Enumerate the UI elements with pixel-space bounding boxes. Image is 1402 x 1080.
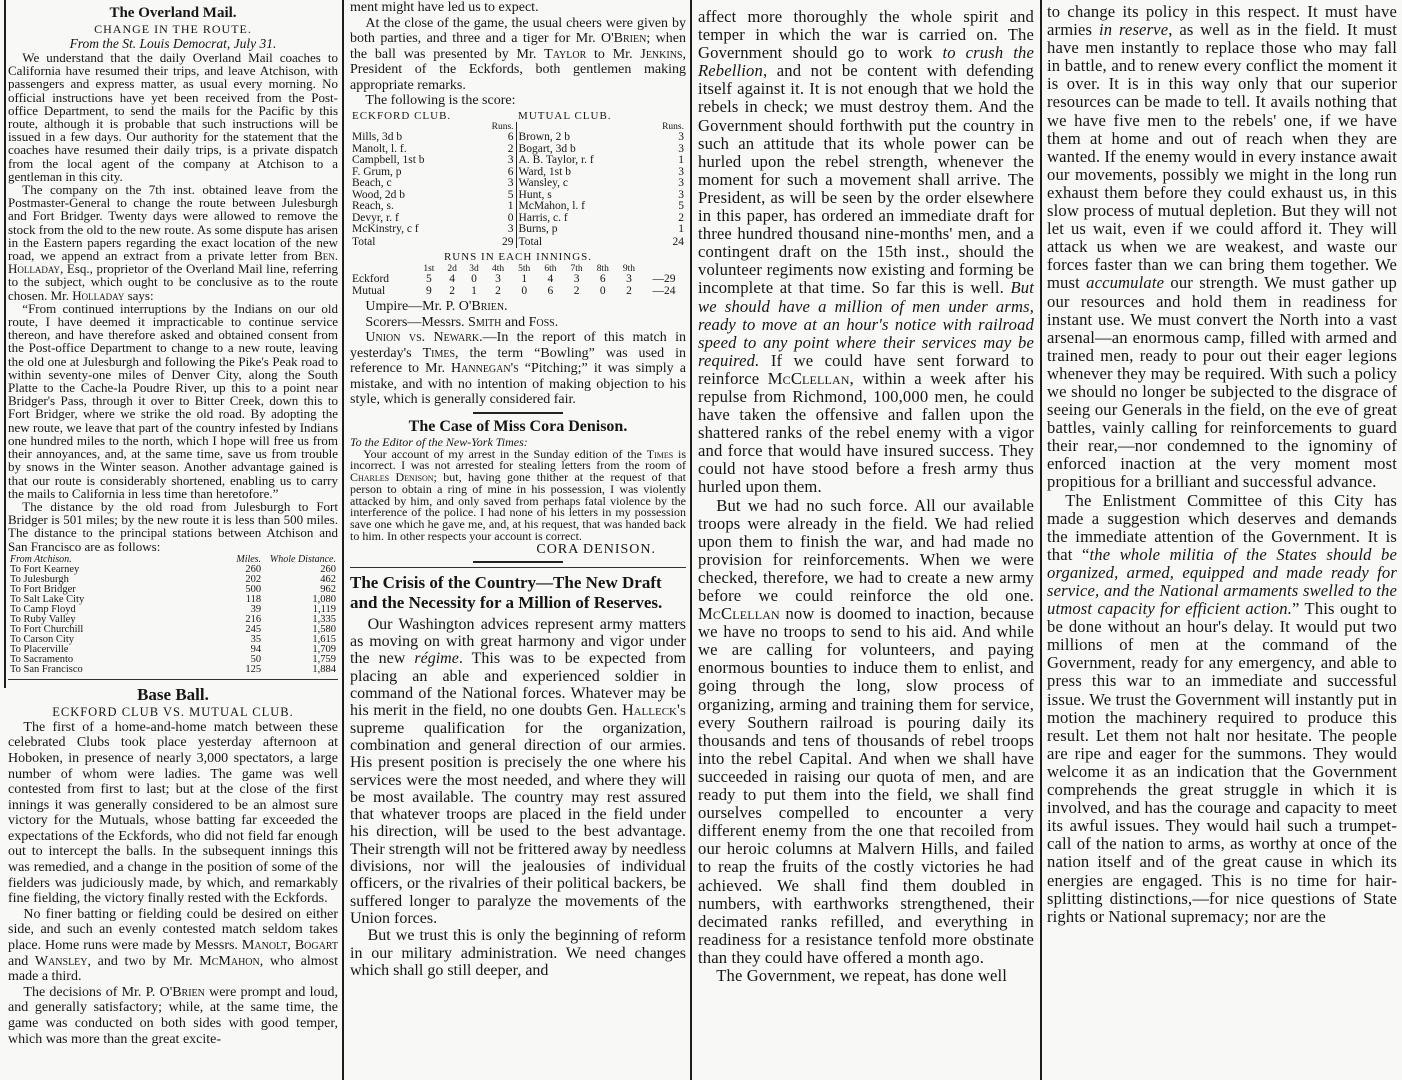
article-base-ball: [8, 679, 338, 1047]
player: Burns, p: [518, 223, 558, 235]
text-run: . This was to be expected from placing an able and experienced soldier in command of the National forces. Whatever may be his merit in the field, no one doubts Gen.: [350, 650, 686, 720]
paragraph: [698, 8, 1034, 497]
player: Hunt, s: [518, 188, 552, 201]
team-name: Eckford: [352, 273, 390, 285]
text-run: , as well as in the field. It must have men instantly to replace those who may fall in battle, and to renew every conflict the moment it is over. It is in this way only that our superior resources can be made to tell. It avails nothing that we have five men to the rebels' one, if we have them at home and out of reach when they are wanted. If the enemy would in every instance await our movements, possibly we might in the long run exhaust them before they could exhaust us, in this slow process of mutual depletion. But they will not let us wait, even if we could afford it. They will attack us when we are weakest, and waste our forces faster than we can bring them together. We must: [1047, 20, 1398, 293]
article-base-ball-continued: [350, 0, 686, 408]
table-cell: 39: [250, 603, 262, 615]
table-cell: To Placerville: [10, 643, 69, 655]
runs: 3: [473, 178, 516, 190]
inning-runs: 6: [599, 273, 606, 285]
table-cell: To Sacramento: [10, 653, 74, 665]
small-caps-text: O'Brien.: [458, 299, 508, 314]
inning-runs: 2: [495, 284, 501, 297]
inning-header: 1st: [423, 264, 435, 274]
innings-row: [350, 274, 686, 286]
runs-label: Runs.: [662, 122, 684, 132]
text-run: The distance by the old road from Julesburgh to Fort Bridger is 501 miles; by the new route it is less than 500 miles. The distance to the principal stations between Atchison and San Francisco are as follows:: [8, 498, 338, 554]
player: Wood, 2d b: [352, 188, 406, 201]
text-run: “Pitching;” it was simply a mistake, and with no intention of making objection to his style, which is generally considered fair.: [350, 361, 686, 407]
table-cell: 1,709: [312, 643, 336, 655]
small-caps-text: McClellan: [698, 604, 780, 624]
text-run: affect more thoroughly the whole spirit and temper in which the war is carried on. The Government should go to work: [698, 7, 1034, 63]
table-cell: 260: [245, 563, 262, 575]
team-name: ECKFORD CLUB.: [352, 109, 452, 122]
table-cell: 35: [250, 633, 262, 645]
paragraph: [350, 299, 686, 315]
text-run: supreme qualification for the organization, combination and general direction of our armies. His present position is precisely the one where his services were the most needed, and where they will be most available. The country may rest assured that whatever troops are placed in the field under his direction, will be used to the best advantage. Their strength will not be frittered away by needless divisions, nor will the jealousies of individual officers, or the rivalries of their political backers, be suffered longer to paralyze the movements of the Union forces.: [350, 719, 686, 927]
column-rule: [342, 0, 344, 1080]
paragraph: [1047, 492, 1397, 926]
small-caps-text: Halleck's: [622, 702, 686, 720]
subheadline: ECKFORD CLUB VS. MUTUAL CLUB.: [52, 704, 294, 719]
italic-text: accumulate: [1086, 273, 1165, 293]
table-cell: 125: [245, 663, 262, 675]
text-run: our strength. We must gather up our resources and hold them in readiness for instant use. We must convert the North into a vast arsenal—an enormous camp, filled with armed and trained men, ready to pour out their eager legions whenever they may be required. With such a policy we should no longer be subjected to the disgrace of seeing our Generals in the field, on the eve of great battles, vainly calling for reinforcements to guard their rear,—nor condemned to the ignominy of enforced inaction at the very moment most propitious for a brilliant and successful advance.: [1047, 273, 1397, 492]
text-run: If we could have sent forward to reinforce: [698, 350, 1034, 388]
player: McKinstry, c f: [352, 223, 419, 235]
table-cell: To Fort Bridger: [10, 583, 76, 595]
inning-runs: 0: [521, 284, 528, 297]
italic-text: in reserve: [1098, 20, 1169, 40]
editorial-column-4: [1047, 3, 1397, 926]
text-run: The Government, we repeat, has done well: [716, 965, 1008, 985]
text-run: We understand that the daily Overland Mail coaches to California have resumed their trips, and leave Atchison, with passengers and express matter, as usual every morning. No official instructions have yet been received from the Post-office Department, to send the mails for the Pacific by this route, although it is probable that such instructions will be issued in a few days. Our authority for the statement that the coaches have resumed their daily trips, is a private dispatch from the local agent of the company at Atchison to a gentleman in this city.: [8, 50, 338, 184]
table-cell: 94: [250, 643, 262, 655]
editorial-column-3: [698, 8, 1034, 985]
text-run: to Mr.: [586, 46, 641, 62]
column-rule: [690, 0, 692, 1080]
player: Mills, 3d b: [352, 131, 403, 143]
table-cell: 1,080: [312, 593, 336, 605]
inning-header: 4th: [491, 264, 505, 274]
text-run: , and not be content with defending itself against it. It is not enough that we hold the rebels in check; we must destroy them. And the Government should forthwith put the country in such an attitude that its whole power can be hurled upon the rebel strength, whenever the moment for such a movement shall arrive. The President, as will be seen by the order elsewhere in this paper, has ordered an immediate draft for three hundred thousand nine-months' men, and a contingent draft on the 15th inst., should the volunteer regiments now existing and forming be incomplete at that time. So far this is well.: [698, 61, 1034, 298]
total-runs: 24: [672, 235, 684, 248]
signature: CORA DENISON.: [536, 541, 656, 557]
paragraph: [350, 330, 686, 408]
runs: 1: [678, 223, 684, 235]
runs: 3: [678, 142, 684, 155]
player: Campbell, 1st b: [352, 154, 425, 166]
dateline: To the Editor of the New-York Times:: [350, 434, 528, 449]
total-runs: —24: [652, 284, 676, 297]
table-cell: 962: [320, 583, 336, 595]
inning-runs: 2: [626, 284, 632, 297]
small-caps-text: Jenkins: [640, 46, 683, 62]
table-header: From Atchison.: [10, 553, 72, 565]
table-cell: To Salt Lake City: [10, 593, 85, 605]
small-caps-text: Hannegan's: [451, 361, 519, 376]
player: F. Grum, p: [352, 165, 402, 178]
text-run: —In the report of this match in yesterday's: [350, 330, 686, 361]
text-run: and: [8, 953, 35, 969]
total-row: [350, 236, 686, 249]
text-run: , who almost made a third.: [8, 953, 338, 985]
table-cell: To Camp Floyd: [10, 603, 76, 615]
runs: 6: [473, 167, 516, 179]
player: Brown, 2 b: [518, 131, 570, 143]
player: Devyr, r. f: [352, 211, 399, 224]
small-caps-text: McClellan: [767, 368, 850, 388]
runs: 3: [678, 165, 684, 178]
inning-runs: 1: [471, 284, 477, 297]
player: A. B. Taylor, r. f: [518, 154, 594, 166]
table-cell: 245: [245, 623, 262, 635]
player: Ward, 1st b: [518, 165, 571, 178]
table-cell: To Julesburgh: [10, 573, 69, 585]
team-name: MUTUAL CLUB.: [518, 109, 612, 122]
column-1: [8, 2, 338, 1047]
article-crisis-of-the-country: [350, 567, 686, 979]
text-run: But we trust this is only the beginning of reform in our military administration. We need changes which shall go still deeper, and: [350, 927, 686, 979]
paragraph: [350, 927, 686, 979]
runs-label: Runs.: [473, 122, 516, 132]
table-cell: 260: [320, 563, 336, 575]
small-caps-text: Taylor: [544, 46, 587, 62]
article-cora-denison: [350, 412, 686, 563]
headline: Base Ball.: [137, 684, 209, 704]
text-run: Your account of my arrest in the Sunday edition of the: [363, 446, 647, 461]
text-run: “From continued interruptions by the Indians on our old route, I have deemed it impracticable to continue service thereon, and have therefore asked and obtained consent from the Post-office Department to change to a new route, leaving the old one at Julesburgh and following the Pike's Peak road to within seventy-one miles of Denver City, along the South Platte to the Cache-la Poudre River, up this to a point near Bridger's Pass, through it over to Bitter Creek, down this to Fort Bridger, where we strike the old road. By adopting the new route, we leave that part of the country infested by Indians one hundred miles to the north, which I hope will free us from their annoyances, and, at the same time, save us from trouble by snows in the Winter season. Another advantage gained is that our route is considerably shortened, enabling us to carry the mails to California in less time than heretofore.”: [8, 300, 338, 501]
runs: 3: [678, 177, 684, 189]
total-label: Total: [352, 235, 376, 248]
player: Beach, c: [352, 177, 392, 189]
small-caps-text: Manolt, Bogart: [241, 938, 338, 954]
italic-text: the whole militia of the States should be organized, armed, equipped and made ready for service, and the National armaments swelled to the utmost capacity for efficient action.: [1047, 544, 1398, 619]
italic-text: régime: [414, 650, 459, 668]
inning-runs: 4: [449, 273, 455, 285]
inning-header: 6th: [544, 264, 557, 274]
score-row: [350, 201, 686, 213]
table-cell: 1,759: [312, 653, 336, 665]
total-runs: —29: [652, 273, 676, 285]
table-cell: 1,884: [312, 663, 336, 675]
paragraph: [8, 500, 338, 553]
column-4: [1047, 3, 1397, 926]
table-cell: 1,119: [312, 603, 336, 615]
text-run: The company on the 7th inst. obtained leave from the Postmaster-General to change the route between Julesburgh and Fort Bridger. Twenty days were allowed to remove the stock from the old to the new route. As some dispute has arisen in the Eastern papers regarding the exact location of the new road, we append an extract from a private letter from: [8, 182, 338, 264]
inning-runs: 0: [471, 273, 477, 285]
table-cell: To Ruby Valley: [10, 613, 76, 625]
paragraph: [350, 446, 686, 544]
runs: 3: [678, 131, 684, 143]
small-caps-text: Charles Denison: [350, 470, 434, 485]
player: McMahon, l. f: [518, 200, 585, 212]
table-header: Whole Distance.: [269, 553, 336, 565]
paragraph: [8, 720, 338, 907]
runs: 2: [678, 211, 684, 224]
text-run: to change its policy in this respect. It must have armies: [1047, 2, 1397, 40]
inning-runs: 2: [573, 284, 580, 297]
table-cell: To Fort Churchill: [10, 623, 84, 635]
score-row: [350, 178, 686, 190]
table-cell: 1,335: [312, 613, 336, 625]
headline: The Case of Miss Cora Denison.: [408, 417, 628, 435]
score-row: [350, 132, 686, 144]
ornamental-rule: [473, 561, 563, 563]
small-caps-text: Union vs. Newark.: [365, 330, 483, 345]
small-caps-text: Foss.: [528, 314, 559, 330]
innings-row: [350, 286, 686, 298]
innings-title: RUNS IN EACH INNINGS.: [443, 251, 593, 263]
runs: 5: [473, 190, 516, 202]
paragraph: [1047, 3, 1397, 492]
table-cell: 1,615: [312, 633, 336, 645]
inning-runs: 0: [599, 284, 606, 297]
player: Reach, s.: [352, 200, 394, 212]
runs: 5: [678, 200, 684, 212]
inning-runs: 1: [521, 273, 528, 285]
text-run: Umpire—Mr. P.: [365, 299, 459, 314]
table-cell: 118: [245, 593, 262, 605]
text-run: Our Washington advices represent army matters as moving on with great harmony and vigor under the new: [350, 615, 686, 668]
text-run: ; but, having gone thither at the request of that person to obtain a ring of mine in his possession, I was violently attacked by him, and only saved from perhaps fatal violence by the interference of the police. I had none of his letters in my possession save one which he gave me, and, at his request, that was handed back to him. In other respects your account is correct.: [350, 470, 686, 544]
inning-runs: 6: [547, 284, 554, 297]
small-caps-text: Ben. Holladay: [8, 248, 338, 277]
inning-header: 5th: [518, 264, 531, 274]
text-run: ” This ought to be done without an hour's delay. It would put two millions of men at the command of the Government, ready for any emergency, and able to press this war to an immediate and successful issue. We trust the Government will instantly put in motion the machinery required to produce this result. Let them not halt nor hesitate. The people are ripe and eager for the summons. They would welcome it as an indication that the Government comprehends the great struggle in which it is involved, and has the courage and capacity to meet its awful issues. They would hail such a trumpet-call of the nation to arms, as worthy at once of the nation itself and of the great cause in which its energies are engaged. This is no time for hair-splitting distinctions,—for nice questions of State rights or National supremacy; nor are the: [1047, 599, 1397, 926]
ornamental-rule: [473, 412, 563, 414]
table-cell: 202: [245, 573, 262, 585]
paragraph: [350, 0, 686, 16]
small-caps-text: Smith: [468, 314, 502, 330]
inning-header: 3d: [469, 264, 479, 274]
article-overland-mail: [8, 5, 338, 675]
paragraph: [8, 985, 338, 1047]
table-cell: 462: [320, 573, 336, 585]
small-caps-text: O'Brien: [159, 984, 205, 1000]
headline: The Crisis of the Country—The New Draft and the Necessity for a Million of Reserves.: [350, 572, 663, 612]
runs: 2: [473, 144, 516, 156]
text-run: But we had no such force. All our available troops were already in the field. We had relied upon them to finish the war, and had made no provision for reinforcements. When we were checked, therefore, we had to create a new army before we could reinforce the old one.: [698, 495, 1034, 605]
player: Wansley, c: [518, 177, 568, 189]
small-caps-text: Holladay: [72, 287, 125, 303]
distance-table: [8, 555, 338, 675]
small-caps-text: Times: [646, 446, 674, 461]
text-run: The following is the score:: [365, 93, 516, 108]
table-header: Miles.: [236, 553, 262, 565]
text-run: The first of a home-and-home match between these celebrated Clubs took place yesterday afternoon at Hoboken, in presence of nearly 3,000 spectators, a large number of whom were ladies. The game was well contested from first to last; but at the close of the first innings it was generally considered to be an almost sure victory for the Mutuals, whose batting far exceeded the expectations of the Eckfords, who did not field far enough out to intercept the balls. In the subsequent innings this was remedied, and a change in the position of some of the fielders was judiciously made, by which, and remarkably fine fielding, the victory finally rested with the Eckfords.: [8, 719, 338, 907]
italic-text: to crush the Rebellion: [698, 43, 1034, 81]
table-cell: 1,580: [312, 623, 336, 635]
text-run: At the close of the game, the usual cheers were given by both parties, and three and a tiger for Mr.: [350, 15, 686, 46]
runs: 3: [678, 188, 684, 201]
small-caps-text: McMahon: [199, 953, 260, 969]
column-rule: [4, 0, 6, 688]
text-run: ment might have led us to expect.: [350, 0, 539, 15]
score-row: [350, 155, 686, 167]
paragraph: [8, 183, 338, 302]
inning-runs: 3: [573, 273, 580, 285]
dateline: From the St. Louis Democrat, July 31.: [69, 36, 277, 51]
total-runs: 29: [473, 236, 516, 249]
runs: 0: [473, 213, 516, 225]
score-row: [350, 167, 686, 179]
runs: 6: [473, 132, 516, 144]
text-run: now is doomed to inaction, because we have no troops to send to his aid. And while we are calling for volunteers, and paying enormous bounties to induce them to enlist, and going through the long, slow process of organizing, arming and training them for service, every Southern railroad is pouring daily its thousands and tens of thousands of rebel troops into the rebel Capital. And when we shall have succeeded in raising our quota of men, and are ready to put them into the field, we shall find ourselves compelled to encounter a very different enemy from the one that recoiled from our heroic columns at Malvern Hills, and failed to reap the fruits of the costly victories he had achieved. We shall find them doubled in numbers, with earthworks strengthened, their decimated ranks refilled, and everything in readiness for a resistance tenfold more obstinate than they could have offered a month ago.: [698, 604, 1034, 967]
text-run: and: [501, 314, 529, 330]
score-table: [350, 111, 686, 249]
column-3: [698, 8, 1034, 985]
column-2: [350, 0, 686, 979]
text-run: is incorrect. I was not arrested for stealing letters from the room of: [350, 446, 686, 473]
paragraph: [350, 16, 686, 94]
text-run: , President of the Eckfords, both gentlemen making appropriate remarks.: [350, 46, 686, 93]
score-row: [350, 190, 686, 202]
inning-header: 9th: [622, 264, 636, 274]
inning-runs: 5: [426, 273, 432, 285]
inning-header: 7th: [570, 264, 583, 274]
paragraph: [698, 497, 1034, 967]
inning-runs: 4: [547, 273, 554, 285]
paragraph: [8, 302, 338, 500]
inning-runs: 2: [449, 284, 455, 297]
paragraph: [698, 967, 1034, 985]
paragraph: [350, 616, 686, 927]
paragraph: [8, 51, 338, 183]
inning-runs: 9: [426, 284, 432, 297]
inning-header: 2d: [447, 264, 457, 274]
text-run: , and two by Mr.: [87, 953, 200, 969]
table-cell: 216: [245, 613, 262, 625]
player: Manolt, l. f.: [352, 142, 407, 155]
score-row: [350, 224, 686, 236]
text-run: says:: [124, 287, 154, 303]
small-caps-text: Times: [422, 345, 456, 361]
italic-text: But we should have a million of men under arms, ready to move at an hour's notice with railroad speed to any point where their services may be required.: [698, 278, 1034, 370]
text-run: No finer batting or fielding could be desired on either side, and such an evenly contested match seldom takes place. Home runs were made by Messrs.: [8, 906, 338, 954]
team-name: Mutual: [352, 284, 386, 297]
runs: 1: [678, 154, 684, 166]
text-run: , within a week after his repulse from Richmond, 100,000 men, he could have taken the offensive and fallen upon the shattered ranks of the rebel enemy with a vigor and force that would have insured success. They could not have stood before a fresh army thus hurled upon them.: [698, 368, 1034, 497]
text-run: , the term “Bowling” was used in reference to Mr.: [350, 345, 686, 376]
table-cell: To San Francisco: [10, 663, 83, 675]
paragraph: [8, 907, 338, 985]
subheadline: CHANGE IN THE ROUTE.: [94, 22, 252, 36]
headline: The Overland Mail.: [109, 5, 237, 21]
runs: 1: [473, 201, 516, 213]
total-label: Total: [518, 235, 543, 248]
paragraph: [350, 93, 686, 109]
table-cell: 50: [250, 653, 262, 665]
column-rule: [1040, 0, 1042, 1080]
small-caps-text: Wansley: [34, 953, 88, 969]
text-run: , Esq., proprietor of the Overland Mail line, referring to the subject, which ought to be conclusive as to the route chosen. Mr.: [8, 261, 338, 303]
inning-runs: 3: [626, 273, 632, 285]
text-run: ; when the ball was presented by Mr.: [350, 31, 686, 62]
innings-table: [350, 264, 686, 297]
runs: 3: [473, 155, 516, 167]
text-run: The decisions of Mr. P.: [23, 984, 160, 1000]
text-run: The Enlistment Committee of this City has made a suggestion which deserves and demands the immediate attention of the Government. It is that “: [1047, 490, 1397, 564]
inning-runs: 3: [495, 273, 501, 285]
paragraph: [350, 315, 686, 331]
text-run: Scorers—Messrs.: [365, 314, 469, 330]
inning-header: 8th: [596, 264, 609, 274]
table-row: [8, 665, 338, 675]
table-cell: To Fort Kearney: [10, 563, 80, 575]
table-cell: To Carson City: [10, 633, 75, 645]
text-run: were prompt and loud, and generally satisfactory; while, at the same time, the game was conducted on both sides with good temper, which was more than the great excite-: [8, 984, 338, 1047]
runs: 3: [473, 224, 516, 236]
player: Harris, c. f: [518, 211, 568, 224]
table-cell: 500: [245, 583, 262, 595]
small-caps-text: O'Brien: [601, 31, 647, 46]
player: Bogart, 3d b: [518, 142, 576, 155]
